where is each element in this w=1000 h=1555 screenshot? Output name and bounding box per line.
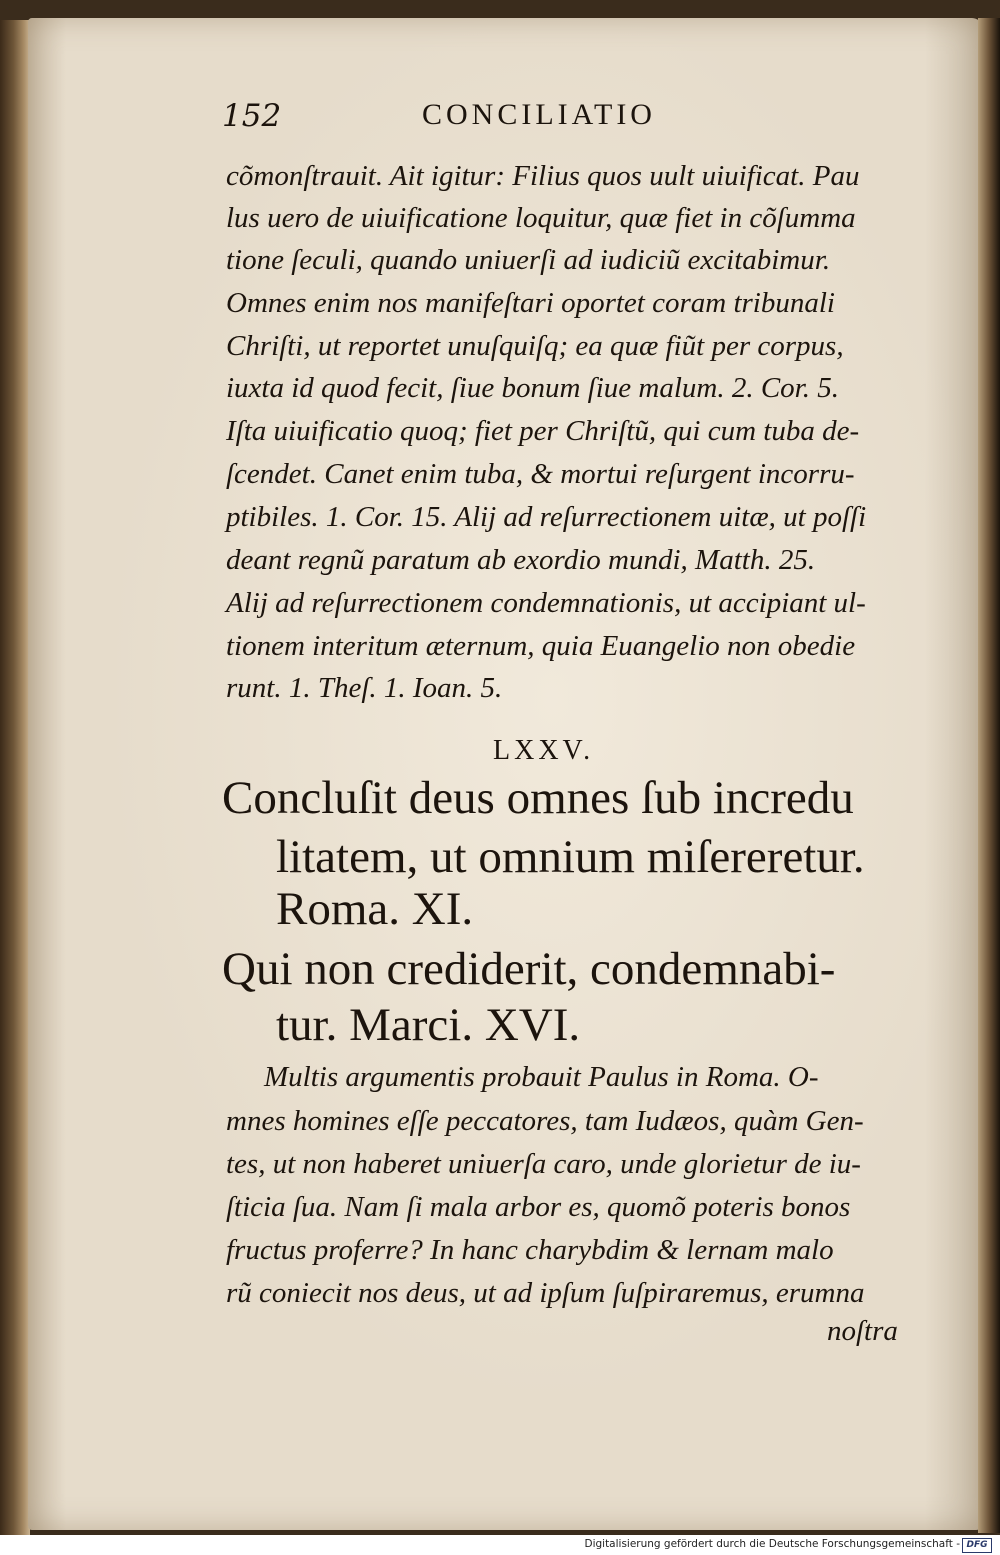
footer-credit: Digitalisierung gefördert durch die Deutsche Forschungsgemeinschaft - [584, 1538, 960, 1550]
heading-line: Roma. XI. [276, 883, 474, 935]
text-line: Alij ad reſurrectionem condemnationis, ut accipiant ul- [226, 587, 866, 619]
heading-line: Qui non crediderit, condemnabi- [222, 943, 836, 995]
text-line: Iſta uiuificatio quoq; fiet per Chriſtũ, qui cum tuba de- [226, 415, 860, 447]
text-line: ptibiles. 1. Cor. 15. Alij ad reſurrectionem uitæ, ut poſſi [226, 501, 867, 533]
text-line: ſcendet. Canet enim tuba, & mortui reſurgent incorru- [226, 458, 855, 490]
page-title: CONCILIATIO [422, 98, 656, 131]
page-number: 152 [222, 98, 282, 134]
page-right-edge [978, 18, 1000, 1533]
text-line: cõmonſtrauit. Ait igitur: Filius quos uult uiuificat. Pau [226, 160, 860, 192]
heading-line: tur. Marci. XVI. [276, 999, 581, 1051]
text-line: ſticia ſua. Nam ſi mala arbor es, quomõ poteris bonos [226, 1191, 851, 1223]
text-line: Chriſti, ut reportet unuſquiſq; ea quæ fiũt per corpus, [226, 330, 844, 362]
text-line: iuxta id quod fecit, ſiue bonum ſiue malum. 2. Cor. 5. [226, 372, 839, 404]
running-head [222, 98, 912, 138]
text-line: fructus proferre? In hanc charybdim & lernam malo [226, 1234, 834, 1266]
text-line: tes, ut non haberet uniuerſa caro, unde glorietur de iu- [226, 1148, 861, 1180]
dfg-logo: DFG [962, 1538, 992, 1553]
text-line: tione ſeculi, quando uniuerſi ad iudiciũ excitabimur. [226, 244, 831, 276]
text-line: deant regnũ paratum ab exordio mundi, Matth. 25. [226, 544, 816, 576]
page-stack-left-edge [0, 20, 30, 1535]
digitization-footer [0, 1535, 1000, 1555]
catchword: noſtra [827, 1315, 898, 1347]
heading-line: litatem, ut omnium miſereretur. [276, 831, 865, 883]
text-line: mnes homines eſſe peccatores, tam Iudæos, quàm Gen- [226, 1105, 864, 1137]
section-number: LXXV. [493, 735, 595, 766]
text-line: tionem interitum æternum, quia Euangelio non obedie [226, 630, 856, 662]
text-line: Multis argumentis probauit Paulus in Roma. O- [264, 1061, 819, 1093]
text-line: Omnes enim nos manifeſtari oportet coram tribunali [226, 287, 835, 319]
heading-line: Concluſit deus omnes ſub incredu [222, 772, 854, 824]
text-line: rũ coniecit nos deus, ut ad ipſum ſuſpiraremus, erumna [226, 1277, 865, 1309]
text-line: lus uero de uiuificatione loquitur, quæ fiet in cõſumma [226, 202, 856, 234]
text-line: runt. 1. Theſ. 1. Ioan. 5. [226, 672, 503, 704]
